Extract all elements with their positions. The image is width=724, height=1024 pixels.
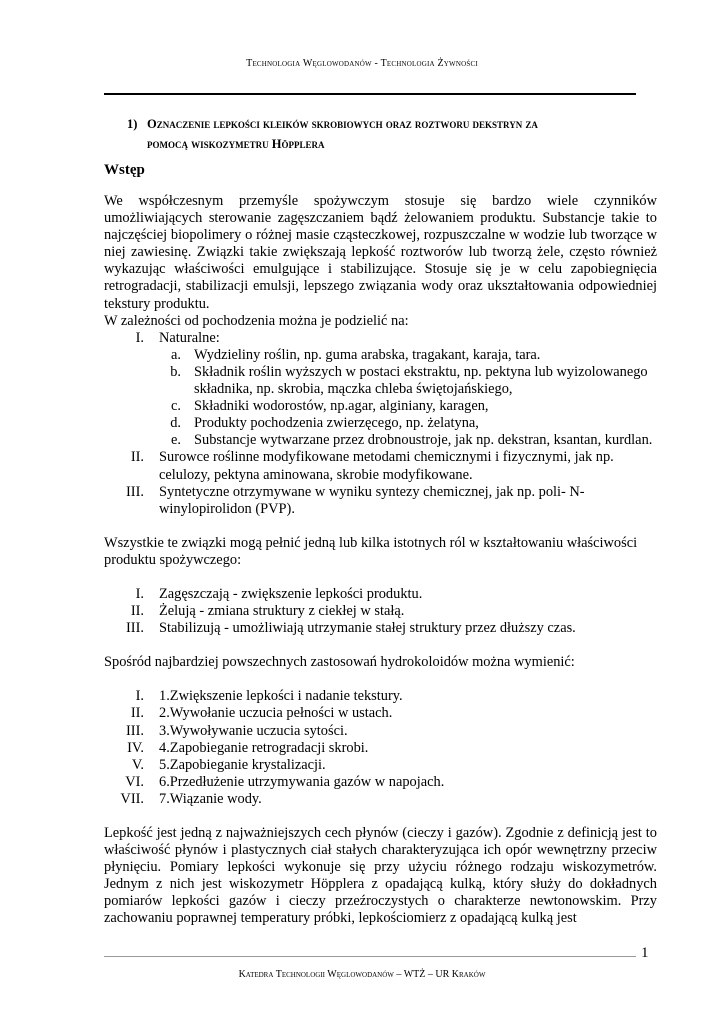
sub-list-item	[159, 364, 657, 398]
running-header-text: Technologia Węglowodanów - Technologia Żywności	[246, 58, 478, 69]
intro-paragraph: We współczesnym przemyśle spożywczym stosuje się bardzo wiele czynników umożliwiających sterowanie zagęszczaniem bądź żelowaniem produktu. Substancje takie to najczęściej biopolimery o różnej masie cząsteczkowej, rozpuszczalne w wodzie lub tworzące w niej zawiesinę. Związki takie zwiększają lepkość roztworów lub tworzą żele, często również wykazując właściwości emulgujące i stabilizujące. Stosuje się je w celu zapobiegnięcia retrogradacji, stabilizacji emulsji, lepszego związania wody oraz ukształtowania odpowiedniej tekstury produktu.	[104, 193, 657, 312]
list-item	[104, 723, 657, 740]
list-item	[104, 586, 657, 603]
list-item	[104, 774, 657, 791]
running-header	[0, 58, 724, 69]
list-item-text: 6.Przedłużenie utrzymywania gazów w napojach.	[159, 773, 445, 790]
running-footer-text: Katedra Technologii Węglowodanów – WTŻ – UR Kraków	[238, 969, 486, 980]
list-item-text: 1.Zwiększenie lepkości i nadanie tekstury.	[159, 688, 403, 705]
list-marker: II.	[130, 449, 144, 466]
sub-list-item	[159, 432, 657, 449]
applications-list	[104, 688, 657, 808]
sub-list-item-text: Składnik roślin wyższych w postaci ekstraktu, np. pektyna lub wyizolowanego składnika, np. skrobia, mączka chleba świętojańskiego,	[194, 363, 648, 398]
applications-intro: Spośród najbardziej powszechnych zastosowań hydrokoloidów można wymienić:	[104, 654, 575, 671]
page-number: 1	[641, 945, 649, 961]
list-marker: V.	[131, 756, 144, 773]
list-marker: I.	[135, 585, 144, 602]
section-title-line1: Oznaczenie lepkości kleików skrobiowych oraz roztworu dekstryn za	[147, 117, 538, 131]
sub-list-item	[159, 347, 657, 364]
list-item	[104, 620, 657, 637]
sub-list-item	[159, 398, 657, 415]
list-marker: III.	[126, 620, 144, 637]
sub-list-item-text: Produkty pochodzenia zwierzęcego, np. żelatyna,	[194, 415, 479, 432]
list-item-text: 3.Wywoływanie uczucia sytości.	[159, 722, 348, 739]
list-item-text: 2.Wywołanie uczucia pełności w ustach.	[159, 705, 393, 722]
division-intro: W zależności od pochodzenia można je podzielić na:	[104, 312, 409, 329]
viscosity-paragraph: Lepkość jest jedną z najważniejszych cech płynów (cieczy i gazów). Zgodnie z definicją jest to właściwość płynów i plastycznych ciał stałych charakteryzująca ich opór wewnętrzny przeciw płynięciu. Pomiary lepkości wykonuje się przy użyciu różnego rodzaju wiskozymetrów. Jednym z nich jest wiskozymetr Höpplera z opadającą kulką, który służy do dokładnych pomiarów lepkości gazów i cieczy przeźroczystych o charakterze newtonowskim. Przy zachowaniu poprawnej temperatury próbki, lepkościomierz z opadającą kulką jest	[104, 825, 657, 927]
sub-list-item	[159, 415, 657, 432]
list-item	[104, 791, 657, 808]
running-footer	[0, 969, 724, 980]
document-body	[104, 193, 657, 928]
list-marker: III.	[126, 722, 144, 739]
header-rule	[104, 93, 636, 95]
list-item	[104, 603, 657, 620]
list-item-text: Naturalne:	[159, 329, 220, 346]
sub-list-marker: c.	[171, 398, 181, 415]
list-item-text: 7.Wiązanie wody.	[159, 790, 262, 807]
list-item	[104, 757, 657, 774]
list-item-text: Żelują - zmiana struktury z ciekłej w stałą.	[159, 603, 405, 620]
sub-list-item-text: Składniki wodorostów, np.agar, alginiany, karagen,	[194, 398, 489, 415]
list-item	[104, 484, 657, 518]
sub-list-marker: b.	[170, 363, 181, 380]
sub-list-item-text: Substancje wytwarzane przez drobnoustroje, jak np. dekstran, ksantan, kurdlan.	[194, 432, 653, 449]
list-item-text: 5.Zapobieganie krystalizacji.	[159, 756, 326, 773]
sub-list-marker: a.	[171, 346, 181, 363]
list-item-text: Stabilizują - umożliwiają utrzymanie stałej struktury przez dłuższy czas.	[159, 620, 576, 637]
sub-list-marker: e.	[171, 432, 181, 449]
sub-list-marker: d.	[170, 415, 181, 432]
list-item	[104, 705, 657, 722]
sub-list-item-text: Wydzieliny roślin, np. guma arabska, tragakant, karaja, tara.	[194, 346, 541, 363]
list-item	[104, 449, 657, 483]
list-item	[104, 740, 657, 757]
footer-rule	[104, 956, 636, 957]
list-marker: VII.	[120, 790, 144, 807]
heading-wstep: Wstęp	[104, 162, 145, 178]
list-marker: II.	[130, 705, 144, 722]
list-item	[104, 688, 657, 705]
list-marker: III.	[126, 483, 144, 500]
list-marker: II.	[130, 603, 144, 620]
section-title-line2: pomocą wiskozymetru Höpplera	[147, 137, 325, 151]
list-item-text: Surowce roślinne modyfikowane metodami chemicznymi i fizycznymi, jak np. celulozy, pektyna aminowana, skrobie modyfikowane.	[159, 449, 614, 483]
list-marker: I.	[135, 329, 144, 346]
list-item	[104, 330, 657, 347]
origin-list	[104, 330, 657, 518]
section-number: 1)	[127, 117, 138, 131]
roles-intro: Wszystkie te związki mogą pełnić jedną lub kilka istotnych ról w kształtowaniu właściwości produktu spożywczego:	[104, 534, 638, 568]
roles-list	[104, 586, 657, 637]
list-item-text: Syntetyczne otrzymywane w wyniku syntezy chemicznej, jak np. poli- N-winylopirolidon (PVP).	[159, 483, 585, 517]
list-item-text: 4.Zapobieganie retrogradacji skrobi.	[159, 739, 369, 756]
list-item-text: Zagęszczają - zwiększenie lepkości produktu.	[159, 585, 423, 602]
section-title	[127, 114, 642, 154]
list-marker: I.	[135, 688, 144, 705]
list-marker: VI.	[125, 773, 144, 790]
list-marker: IV.	[127, 739, 144, 756]
